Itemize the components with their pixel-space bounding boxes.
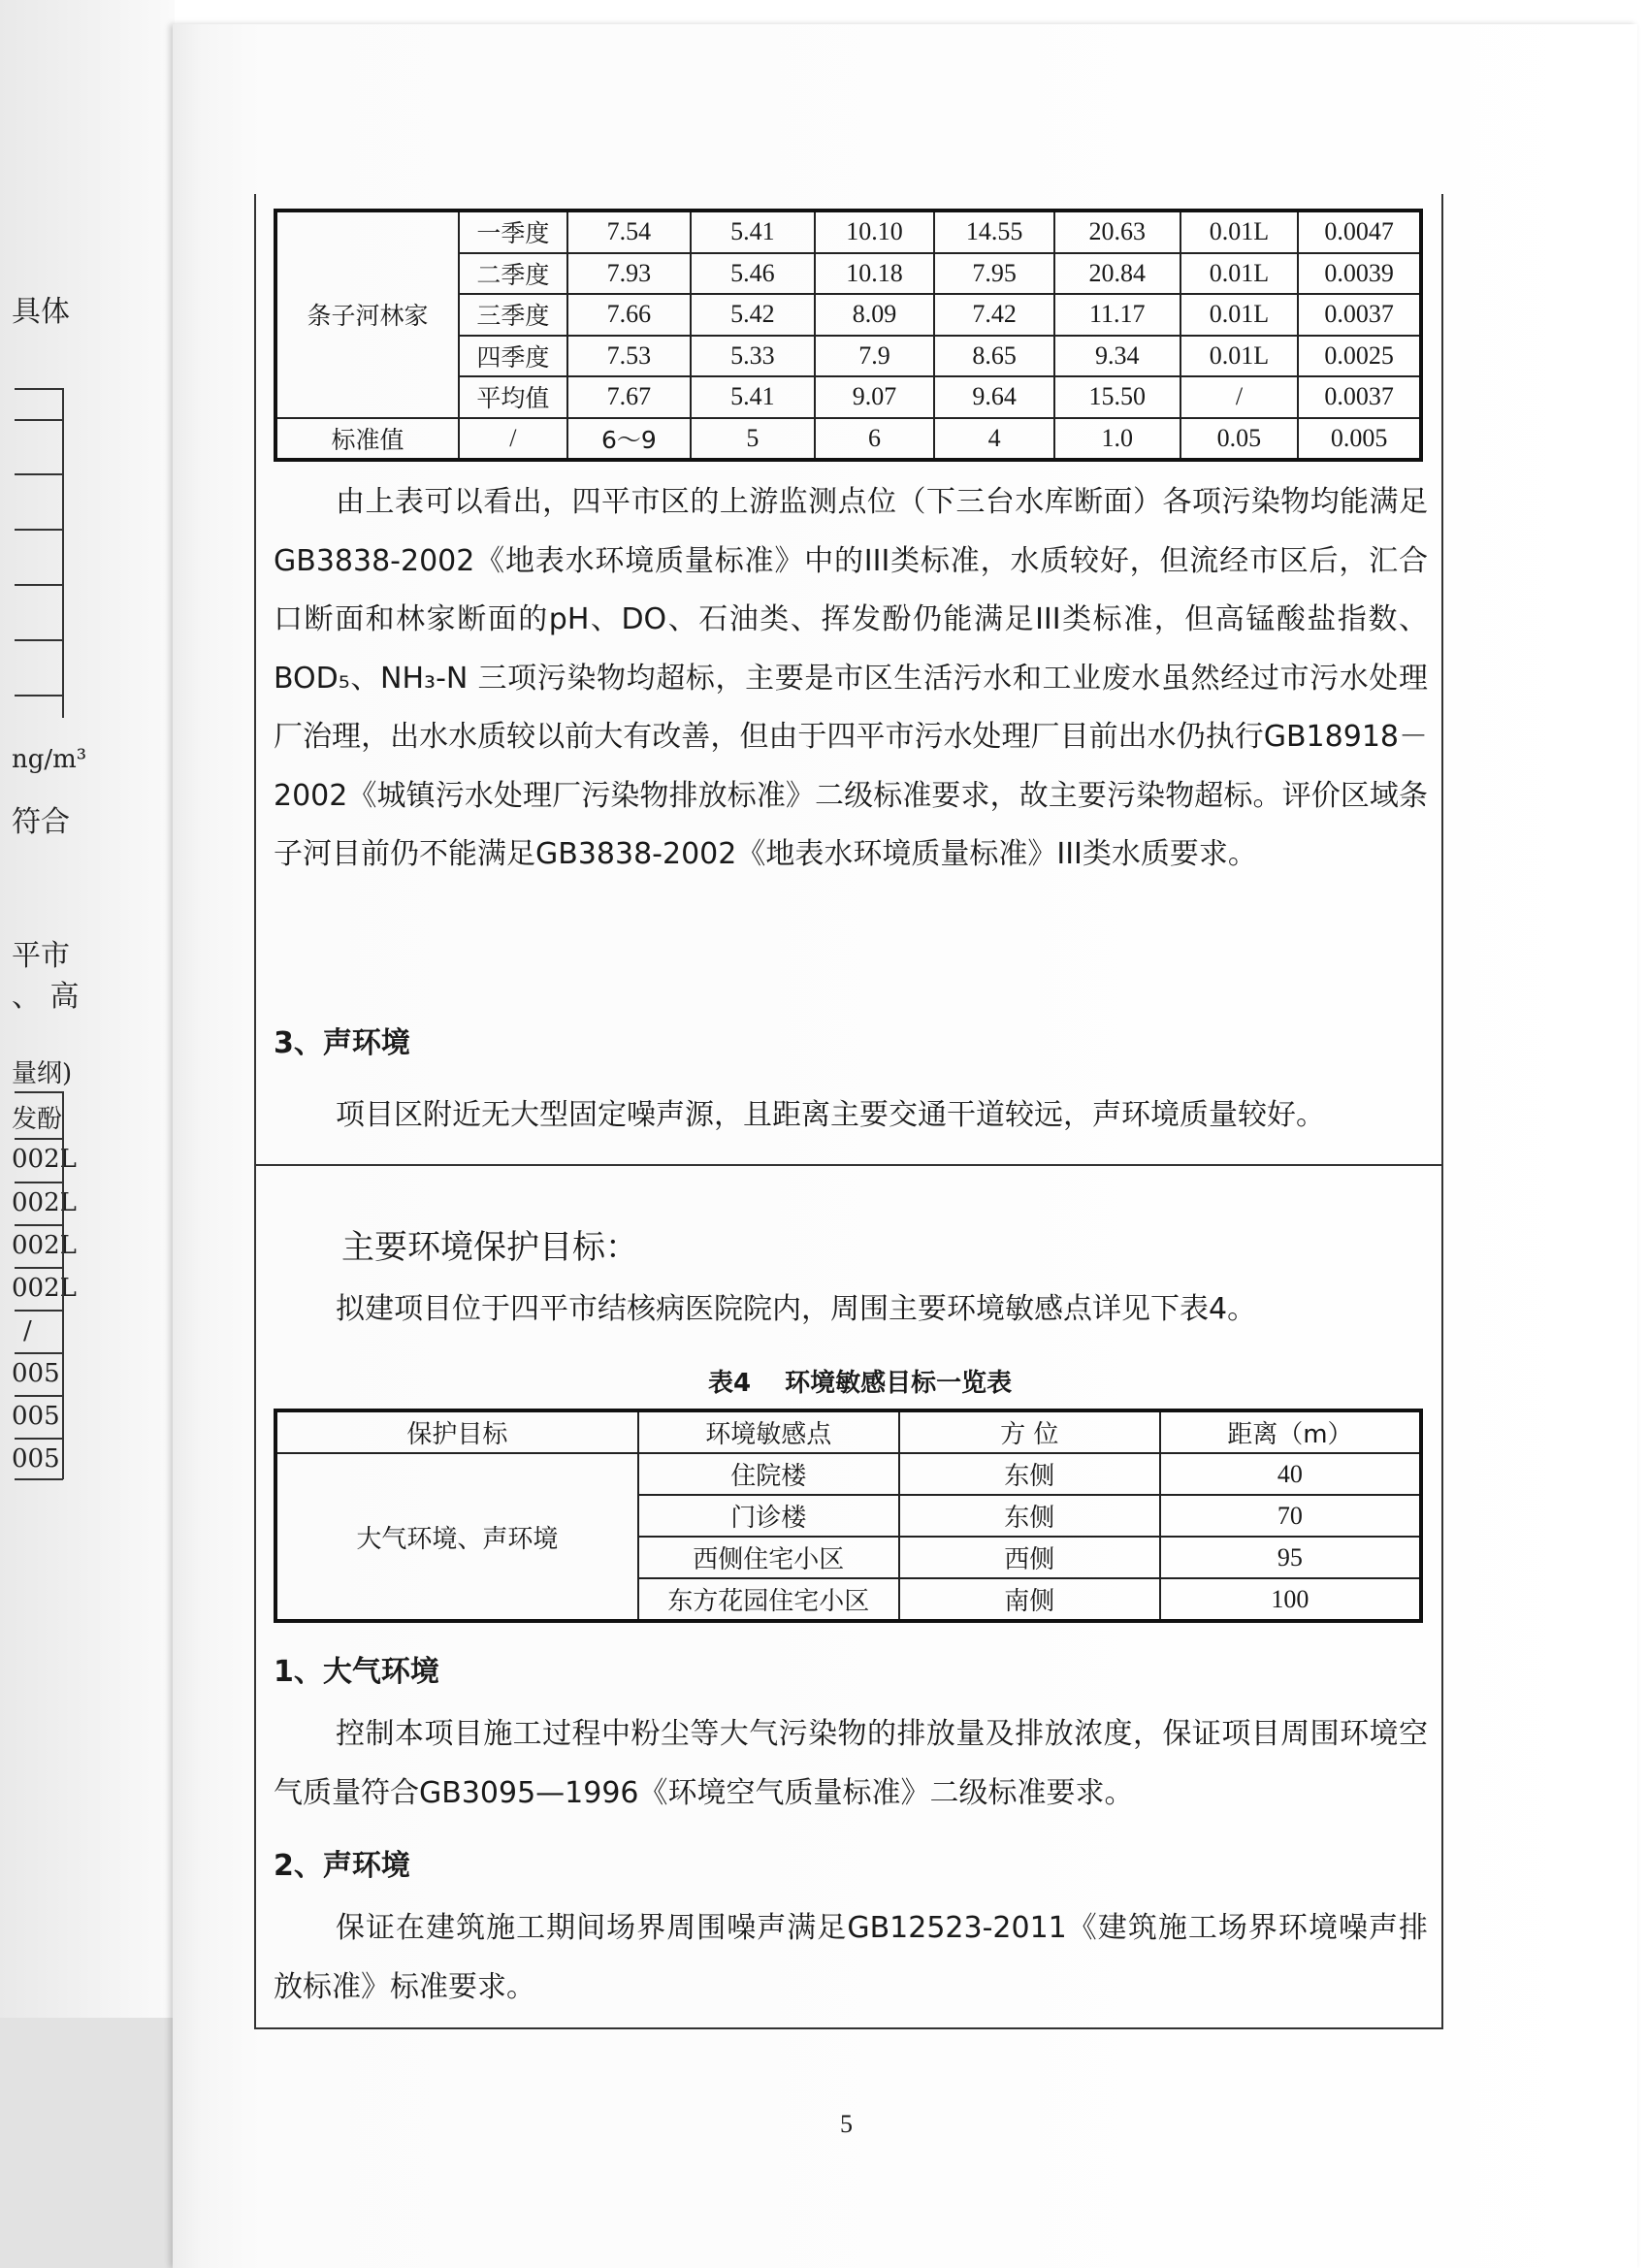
value-cell: 14.55 <box>934 211 1054 253</box>
distance-cell: 70 <box>1160 1495 1421 1537</box>
standard-value-cell: / <box>459 418 567 461</box>
value-cell: 5.41 <box>691 211 815 253</box>
noise-environment-heading: 2、声环境 <box>274 1849 410 1883</box>
sensitive-point-cell: 西侧住宅小区 <box>638 1537 899 1578</box>
value-cell: 5.33 <box>691 336 815 377</box>
value-cell: 7.42 <box>934 294 1054 336</box>
sensitive-point-cell: 东方花园住宅小区 <box>638 1578 899 1621</box>
fragment-text: 002L <box>12 1231 77 1260</box>
air-environment-heading: 1、大气环境 <box>274 1655 439 1689</box>
standard-value-cell: 0.05 <box>1180 418 1299 461</box>
column-header: 环境敏感点 <box>638 1410 899 1453</box>
value-cell: 0.0039 <box>1298 253 1421 295</box>
period-cell: 二季度 <box>459 253 567 295</box>
column-header: 方 位 <box>899 1410 1160 1453</box>
direction-cell: 南侧 <box>899 1578 1160 1621</box>
distance-cell: 40 <box>1160 1453 1421 1495</box>
direction-cell: 东侧 <box>899 1453 1160 1495</box>
water-quality-table <box>274 209 1423 462</box>
page-number: 5 <box>840 2110 853 2138</box>
sound-environment-heading: 3、声环境 <box>274 1026 410 1060</box>
fragment-text: 量纲) <box>12 1059 73 1088</box>
distance-cell: 100 <box>1160 1578 1421 1621</box>
standard-label-cell: 标准值 <box>275 418 459 461</box>
fragment-text: 符合 <box>12 805 70 839</box>
value-cell: 0.01L <box>1180 253 1299 295</box>
value-cell: 7.67 <box>567 376 692 418</box>
standard-value-cell: 5 <box>691 418 815 461</box>
value-cell: 9.07 <box>815 376 935 418</box>
fragment-text: 发酚 <box>12 1105 63 1134</box>
value-cell: 10.18 <box>815 253 935 295</box>
air-environment-paragraph: 控制本项目施工过程中粉尘等大气污染物的排放量及排放浓度，保证项目周围环境空气质量符合GB3095—1996《环境空气质量标准》二级标准要求。 <box>274 1717 1428 1810</box>
standard-value-cell: 0.005 <box>1298 418 1421 461</box>
value-cell: 0.01L <box>1180 211 1299 253</box>
protection-intro-paragraph: 拟建项目位于四平市结核病医院院内，周围主要环境敏感点详见下表4。 <box>336 1292 1257 1326</box>
fragment-text: / <box>23 1316 32 1345</box>
water-quality-paragraph: 由上表可以看出，四平市区的上游监测点位（下三台水库断面）各项污染物均能满足GB3838-2002《地表水环境质量标准》中的III类标准，水质较好，但流经市区后，汇合口断面和林家断面的pH、DO、石油类、挥发酚仍能满足III类标准，但高锰酸盐指数、BOD₅、NH₃-N 三项污染物均超标，主要是市区生活污水和工业废水虽然经过市污水处理厂治理，出水水质较以前大有改善，但由于四平市污水处理厂目前出水仍执行GB18918－2002《城镇污水处理厂污染物排放标准》二级标准要求，故主要污染物超标。评价区域条子河目前仍不能满足GB3838-2002《地表水环境质量标准》III类水质要求。 <box>274 485 1428 871</box>
fragment-text: 002L <box>12 1274 77 1303</box>
value-cell: 5.41 <box>691 376 815 418</box>
distance-cell: 95 <box>1160 1537 1421 1578</box>
period-cell: 四季度 <box>459 336 567 377</box>
value-cell: 20.84 <box>1054 253 1180 295</box>
table-row <box>275 211 1421 253</box>
value-cell: 7.95 <box>934 253 1054 295</box>
fragment-text: 、 高 <box>12 980 80 1014</box>
value-cell: 0.0037 <box>1298 376 1421 418</box>
fragment-text: 005 <box>12 1444 60 1474</box>
value-cell: 7.9 <box>815 336 935 377</box>
value-cell: 7.53 <box>567 336 692 377</box>
sound-environment-paragraph: 项目区附近无大型固定噪声源，且距离主要交通干道较远，声环境质量较好。 <box>336 1098 1325 1132</box>
fragment-text: ng/m³ <box>12 745 87 774</box>
standard-row <box>275 418 1421 461</box>
value-cell: 8.65 <box>934 336 1054 377</box>
protection-target-cell: 大气环境、声环境 <box>275 1453 638 1621</box>
value-cell: 0.01L <box>1180 336 1299 377</box>
value-cell: 0.0025 <box>1298 336 1421 377</box>
value-cell: 7.93 <box>567 253 692 295</box>
noise-environment-paragraph: 保证在建筑施工期间场界周围噪声满足GB12523-2011《建筑施工场界环境噪声排放标准》标准要求。 <box>274 1911 1428 2004</box>
protection-targets-heading: 主要环境保护目标： <box>341 1228 638 1267</box>
value-cell: 15.50 <box>1054 376 1180 418</box>
direction-cell: 西侧 <box>899 1537 1160 1578</box>
value-cell: 7.54 <box>567 211 692 253</box>
site-name-cell: 条子河林家 <box>275 211 459 418</box>
period-cell: 平均值 <box>459 376 567 418</box>
fragment-text: 具体 <box>12 295 70 329</box>
period-cell: 三季度 <box>459 294 567 336</box>
column-header: 距离（m） <box>1160 1410 1421 1453</box>
fragment-text: 平市 <box>12 939 70 973</box>
period-cell: 一季度 <box>459 211 567 253</box>
value-cell: 9.64 <box>934 376 1054 418</box>
table4-caption: 表4 环境敏感目标一览表 <box>708 1369 1013 1398</box>
standard-value-cell: 6 <box>815 418 935 461</box>
value-cell: 5.42 <box>691 294 815 336</box>
table-header-row <box>275 1410 1421 1453</box>
value-cell: 20.63 <box>1054 211 1180 253</box>
sensitive-targets-table <box>274 1409 1423 1623</box>
value-cell: 7.66 <box>567 294 692 336</box>
sensitive-point-cell: 门诊楼 <box>638 1495 899 1537</box>
section-divider <box>254 1164 1441 1166</box>
value-cell: 9.34 <box>1054 336 1180 377</box>
fragment-text: 005 <box>12 1402 60 1431</box>
value-cell: 5.46 <box>691 253 815 295</box>
value-cell: 8.09 <box>815 294 935 336</box>
fragment-text: 005 <box>12 1359 60 1388</box>
value-cell: 0.01L <box>1180 294 1299 336</box>
fragment-text: 002L <box>12 1188 77 1217</box>
direction-cell: 东侧 <box>899 1495 1160 1537</box>
standard-value-cell: 4 <box>934 418 1054 461</box>
fragment-text: 002L <box>12 1145 77 1174</box>
value-cell: 0.0037 <box>1298 294 1421 336</box>
standard-value-cell: 6～9 <box>567 418 692 461</box>
value-cell: 11.17 <box>1054 294 1180 336</box>
value-cell: / <box>1180 376 1299 418</box>
standard-value-cell: 1.0 <box>1054 418 1180 461</box>
value-cell: 0.0047 <box>1298 211 1421 253</box>
value-cell: 10.10 <box>815 211 935 253</box>
table-row <box>275 1453 1421 1495</box>
column-header: 保护目标 <box>275 1410 638 1453</box>
sensitive-point-cell: 住院楼 <box>638 1453 899 1495</box>
